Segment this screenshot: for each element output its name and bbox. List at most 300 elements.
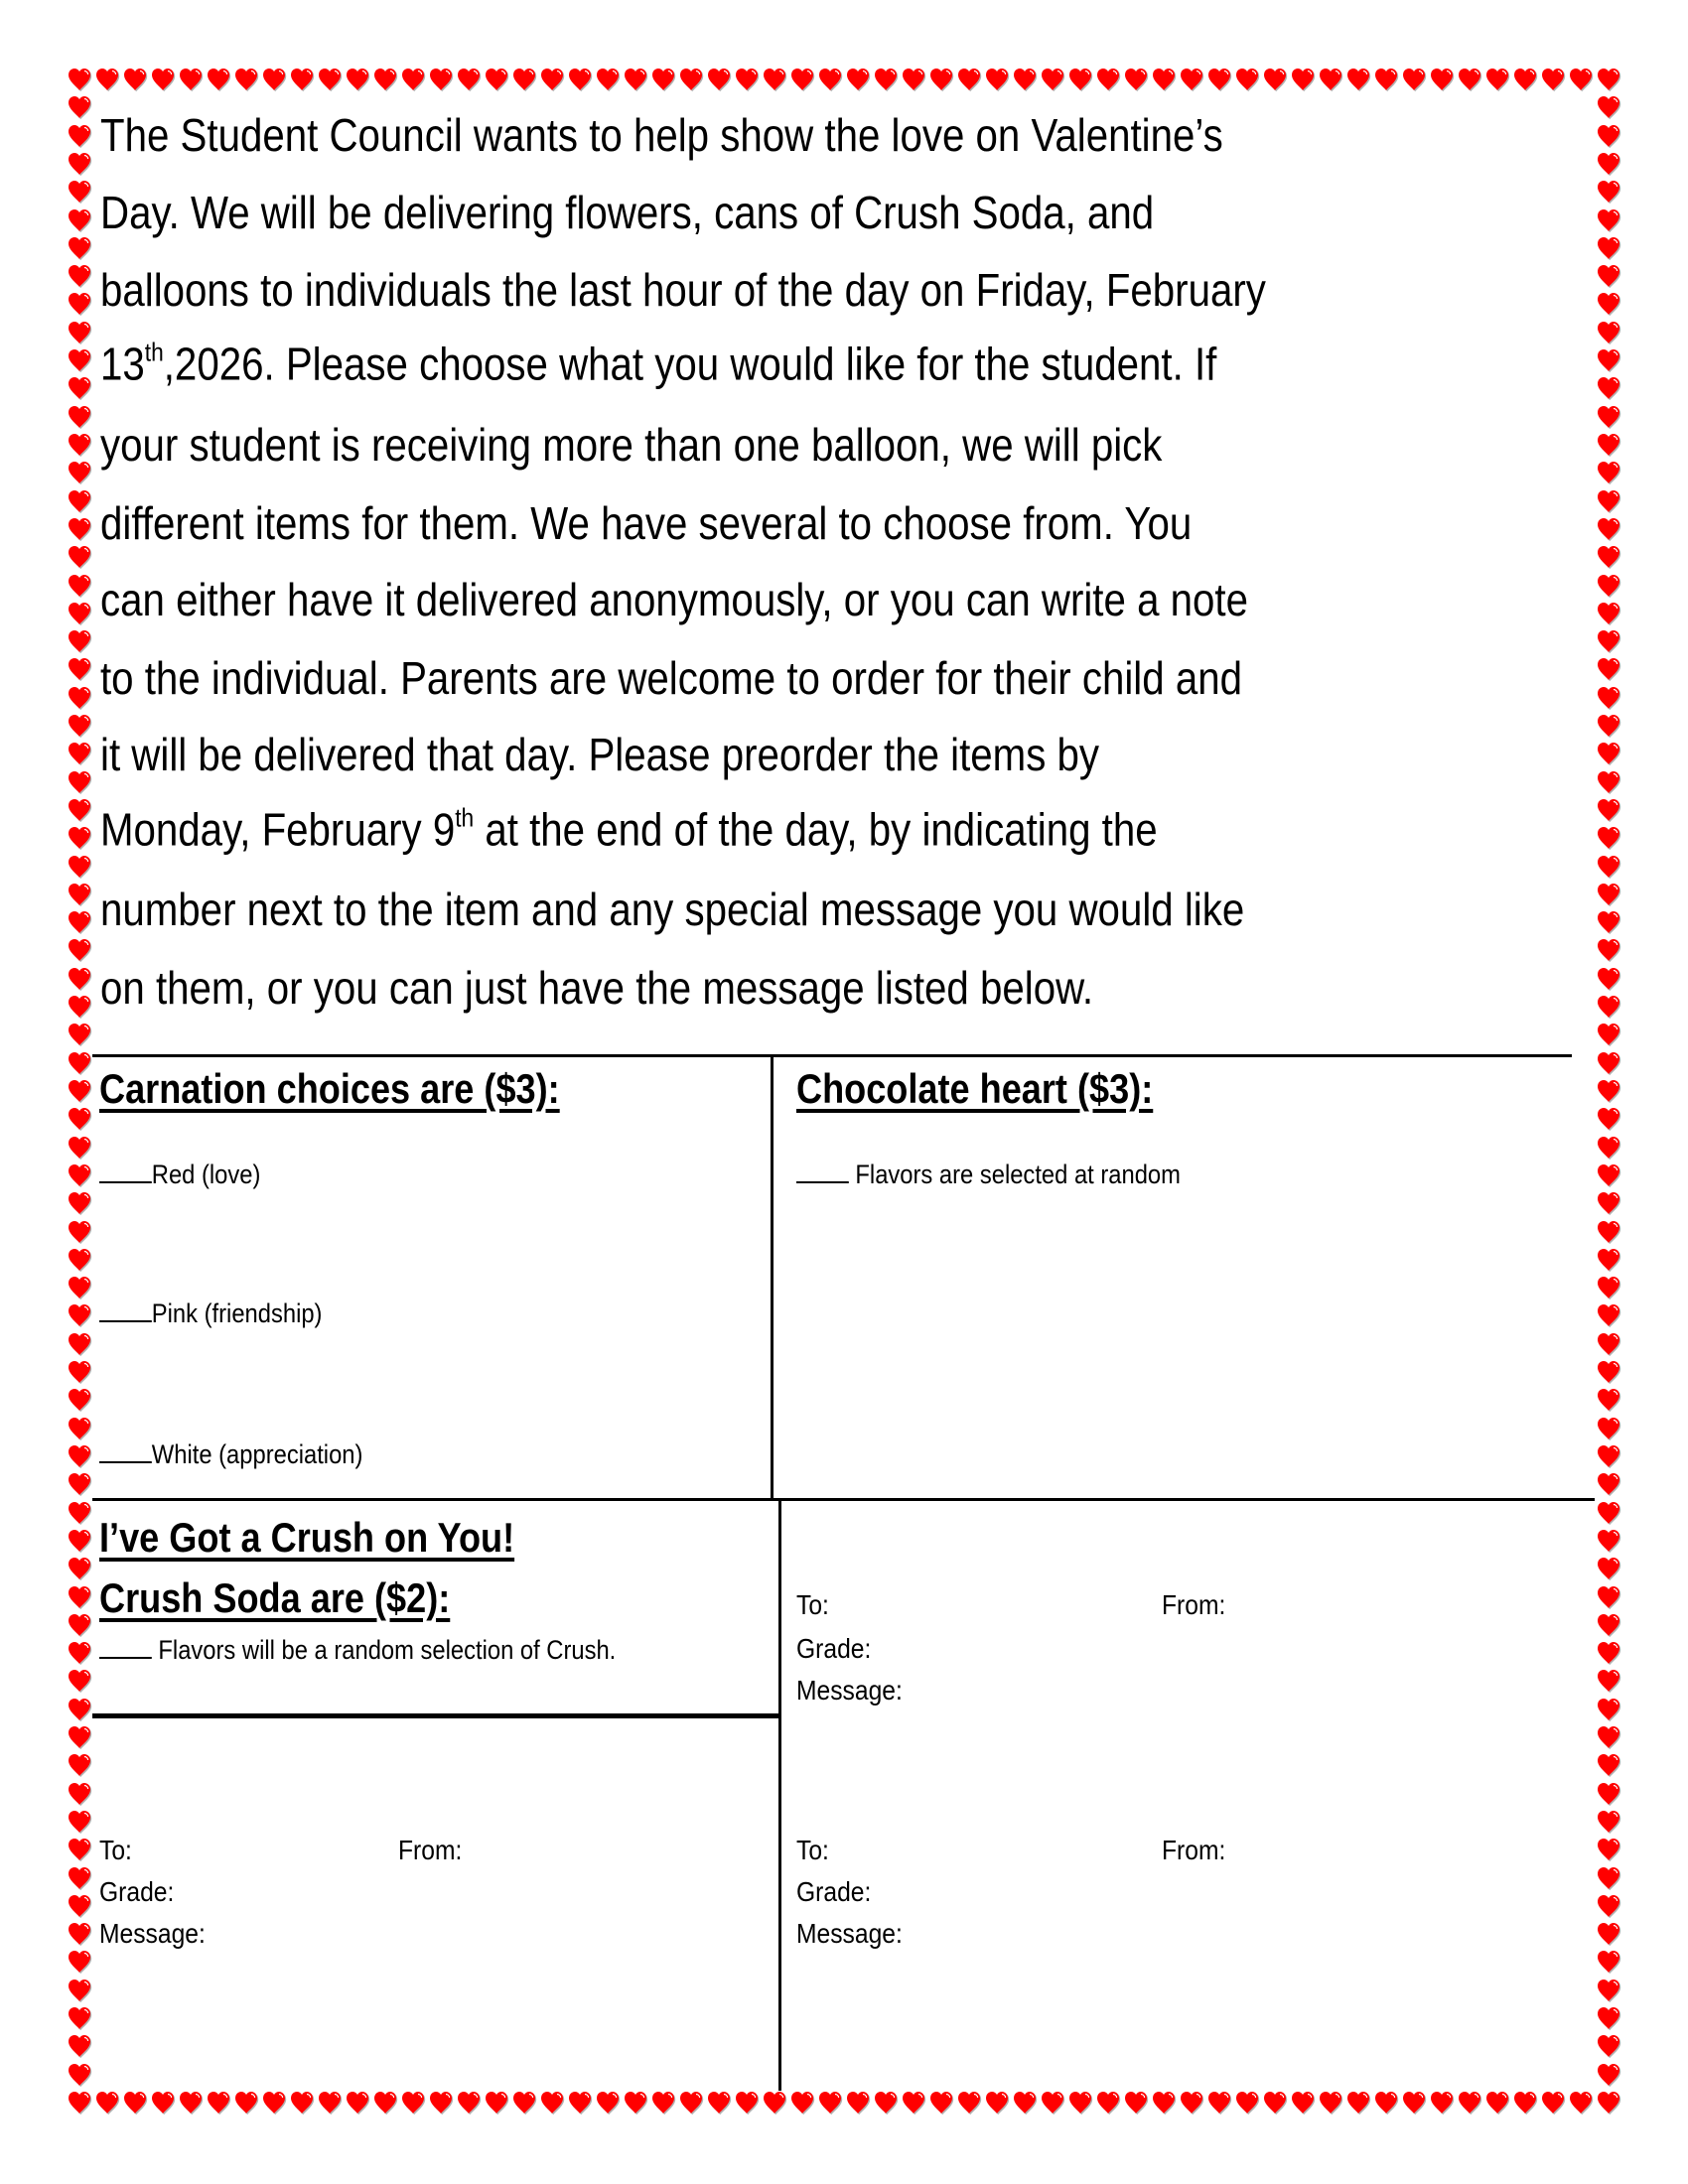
heart-icon (1540, 67, 1566, 92)
heart-icon (1012, 67, 1038, 92)
heart-icon (1123, 2090, 1149, 2116)
heart-icon (1345, 2090, 1371, 2116)
heart-icon (67, 1949, 92, 1975)
heart-icon (1596, 1443, 1621, 1469)
heart-icon (233, 67, 259, 92)
heart-icon (1596, 1978, 1621, 2003)
heart-icon (428, 67, 454, 92)
heart-icon (67, 2090, 92, 2116)
heart-icon (1568, 67, 1594, 92)
heart-icon (1596, 488, 1621, 514)
from-field[interactable]: From: (1162, 1835, 1226, 1865)
heart-icon (734, 2090, 760, 2116)
heart-icon (873, 2090, 899, 2116)
heart-icon (67, 320, 92, 345)
heart-icon (1206, 2090, 1232, 2116)
heart-icon (206, 67, 231, 92)
heart-icon (67, 291, 92, 317)
heart-icon (1318, 67, 1343, 92)
heart-icon (1095, 2090, 1121, 2116)
heart-icon (67, 685, 92, 711)
heart-icon (1596, 207, 1621, 233)
heart-icon (595, 67, 621, 92)
heart-icon (817, 2090, 843, 2116)
heart-icon (67, 516, 92, 542)
heart-icon (1596, 1556, 1621, 1581)
heart-icon (1596, 320, 1621, 345)
heart-icon (67, 1471, 92, 1497)
heart-icon (1596, 1500, 1621, 1526)
heart-icon (650, 2090, 676, 2116)
heart-icon (1596, 432, 1621, 458)
heart-icon (67, 123, 92, 149)
heart-icon (122, 67, 148, 92)
heart-icon (1484, 67, 1510, 92)
heart-icon (456, 67, 482, 92)
divider-vertical-upper (771, 1055, 774, 1500)
heart-icon (67, 1387, 92, 1413)
heart-icon (1596, 741, 1621, 766)
divider-vertical-lower (778, 1499, 781, 2091)
heart-icon (1596, 1359, 1621, 1385)
heart-icon (1596, 1135, 1621, 1160)
intro-line: your student is receiving more than one balloon, we will pick (100, 419, 1163, 471)
heart-icon (67, 1668, 92, 1694)
heart-icon (1179, 2090, 1204, 2116)
heart-icon (1596, 1302, 1621, 1328)
heart-icon (1067, 67, 1093, 92)
divider-crush (92, 1713, 781, 1718)
quantity-blank[interactable] (99, 1160, 152, 1183)
heart-icon (1596, 1724, 1621, 1750)
heart-icon (1596, 1809, 1621, 1835)
grade-field[interactable]: Grade: (796, 1633, 872, 1664)
heart-icon (1596, 1471, 1621, 1497)
heart-icon (67, 1612, 92, 1638)
heart-icon (1596, 123, 1621, 149)
heart-icon (67, 937, 92, 963)
heart-icon (928, 67, 954, 92)
heart-icon (1596, 151, 1621, 177)
heart-icon (1596, 854, 1621, 880)
intro-text: at the end of the day, by indicating the (474, 803, 1158, 856)
heart-icon (1345, 67, 1371, 92)
ordinal-suffix: th (455, 802, 475, 833)
heart-icon (1457, 2090, 1482, 2116)
heart-icon (178, 67, 204, 92)
heart-icon (1596, 544, 1621, 570)
heart-icon (1596, 1247, 1621, 1273)
crush-option[interactable] (99, 1633, 616, 1667)
heart-icon (345, 67, 370, 92)
to-field[interactable]: To: (796, 1835, 829, 1865)
heart-icon (706, 67, 732, 92)
heart-icon (206, 2090, 231, 2116)
heart-icon (67, 1584, 92, 1610)
message-field[interactable]: Message: (796, 1918, 903, 1949)
heart-icon (511, 2090, 537, 2116)
heart-icon (150, 67, 176, 92)
heart-icon (1596, 1668, 1621, 1694)
heart-icon (1596, 825, 1621, 851)
heart-icon (1596, 1528, 1621, 1554)
carnation-option-white[interactable] (99, 1437, 362, 1471)
intro-line: can either have it delivered anonymously, or you can write a note (100, 574, 1248, 625)
chocolate-option[interactable] (796, 1158, 1181, 1191)
heart-icon (67, 994, 92, 1020)
heart-icon (1596, 1078, 1621, 1104)
heart-icon (67, 460, 92, 485)
heart-icon (67, 1809, 92, 1835)
heart-icon (400, 2090, 426, 2116)
heart-icon (1596, 1697, 1621, 1722)
heart-icon (1373, 67, 1399, 92)
heart-icon (67, 1893, 92, 1919)
heart-icon (67, 1190, 92, 1216)
heart-icon (956, 67, 982, 92)
heart-icon (928, 2090, 954, 2116)
heart-icon (233, 2090, 259, 2116)
heart-icon (67, 235, 92, 261)
heart-icon (1484, 2090, 1510, 2116)
heart-icon (67, 432, 92, 458)
heart-icon (1596, 1893, 1621, 1919)
heart-icon (317, 67, 343, 92)
heart-icon (1290, 2090, 1316, 2116)
heart-icon (1123, 67, 1149, 92)
divider-middle (92, 1498, 1595, 1501)
heart-icon (1012, 2090, 1038, 2116)
heart-icon (67, 1724, 92, 1750)
heart-icon (1596, 909, 1621, 935)
intro-line: different items for them. We have several to choose from. You (100, 497, 1193, 549)
heart-icon (1596, 601, 1621, 626)
heart-icon (1596, 263, 1621, 289)
quantity-blank[interactable] (796, 1160, 849, 1183)
heart-icon (67, 404, 92, 430)
heart-icon (67, 882, 92, 907)
heart-icon (1568, 2090, 1594, 2116)
intro-line: Day. We will be delivering flowers, cans of Crush Soda, and (100, 187, 1155, 238)
intro-line (100, 337, 1216, 399)
intro-line: on them, or you can just have the message listed below. (100, 962, 1094, 1014)
carnation-heading: Carnation choices are ($3): (99, 1065, 560, 1112)
intro-line (100, 802, 1158, 865)
heart-icon (1596, 1752, 1621, 1778)
heart-icon (67, 628, 92, 654)
heart-icon (1262, 2090, 1288, 2116)
heart-icon (67, 488, 92, 514)
heart-icon (1512, 67, 1538, 92)
ordinal-suffix: th (144, 337, 164, 367)
grade-field[interactable]: Grade: (796, 1876, 872, 1907)
heart-icon (539, 67, 565, 92)
heart-icon (984, 2090, 1010, 2116)
heart-icon (67, 2062, 92, 2088)
heart-icon (901, 67, 926, 92)
option-label: Flavors will be a random selection of Crush. (158, 1635, 617, 1665)
heart-icon (1429, 67, 1455, 92)
heart-icon (261, 2090, 287, 2116)
heart-icon (67, 769, 92, 795)
heart-icon (1596, 291, 1621, 317)
heart-icon (1596, 460, 1621, 485)
heart-icon (67, 601, 92, 626)
heart-icon (67, 1500, 92, 1526)
heart-icon (67, 909, 92, 935)
heart-icon (1151, 67, 1177, 92)
heart-icon (1596, 628, 1621, 654)
heart-icon (67, 1697, 92, 1722)
heart-icon (1429, 2090, 1455, 2116)
heart-icon (1596, 1387, 1621, 1413)
heart-icon (67, 1219, 92, 1245)
heart-icon (67, 966, 92, 992)
heart-icon (1234, 2090, 1260, 2116)
heart-icon (67, 1247, 92, 1273)
heart-icon (734, 67, 760, 92)
carnation-option-red[interactable] (99, 1158, 260, 1191)
heart-icon (67, 1443, 92, 1469)
heart-icon (67, 1275, 92, 1300)
quantity-blank[interactable] (99, 1635, 152, 1659)
heart-icon (456, 2090, 482, 2116)
intro-line: it will be delivered that day. Please preorder the items by (100, 729, 1100, 780)
intro-text: ,2026. Please choose what you would like for the student. If (163, 338, 1217, 390)
heart-icon (67, 179, 92, 205)
heart-icon (67, 1416, 92, 1441)
heart-icon (67, 825, 92, 851)
heart-icon (511, 67, 537, 92)
heart-icon (1067, 2090, 1093, 2116)
heart-icon (67, 1865, 92, 1891)
heart-icon (595, 2090, 621, 2116)
heart-icon (845, 2090, 871, 2116)
heart-icon (67, 1556, 92, 1581)
heart-icon (67, 854, 92, 880)
heart-icon (1596, 1837, 1621, 1862)
heart-icon (67, 544, 92, 570)
heart-icon (1596, 1022, 1621, 1047)
heart-icon (178, 2090, 204, 2116)
carnation-option-pink[interactable] (99, 1297, 322, 1330)
option-label: Red (love) (151, 1160, 261, 1189)
heart-icon (484, 2090, 509, 2116)
heart-icon (873, 67, 899, 92)
heart-icon (623, 67, 648, 92)
heart-icon (789, 67, 815, 92)
heart-icon (289, 67, 315, 92)
heart-icon (1596, 1219, 1621, 1245)
heart-icon (1596, 94, 1621, 120)
heart-icon (67, 1837, 92, 1862)
heart-icon (1262, 67, 1288, 92)
heart-icon (1596, 769, 1621, 795)
heart-icon (1596, 2005, 1621, 2031)
heart-icon (1596, 966, 1621, 992)
heart-icon (1290, 67, 1316, 92)
heart-icon (67, 151, 92, 177)
option-label: Flavors are selected at random (855, 1160, 1181, 1189)
heart-icon (1540, 2090, 1566, 2116)
option-label: White (appreciation) (151, 1439, 363, 1469)
heart-icon (261, 67, 287, 92)
heart-icon (1401, 67, 1427, 92)
heart-icon (1596, 1640, 1621, 1666)
heart-icon (1596, 1162, 1621, 1188)
from-field[interactable]: From: (1162, 1589, 1226, 1620)
heart-icon (1596, 713, 1621, 739)
heart-icon (67, 263, 92, 289)
message-field[interactable]: Message: (99, 1918, 206, 1949)
heart-icon (762, 67, 787, 92)
divider-top (92, 1054, 1572, 1057)
heart-icon (1512, 2090, 1538, 2116)
heart-icon (67, 347, 92, 373)
quantity-blank[interactable] (99, 1439, 152, 1463)
heart-icon (762, 2090, 787, 2116)
heart-icon (1596, 1190, 1621, 1216)
heart-icon (1040, 2090, 1065, 2116)
intro-line: balloons to individuals the last hour of the day on Friday, February (100, 264, 1266, 316)
heart-icon (94, 2090, 120, 2116)
heart-icon (1596, 67, 1621, 92)
from-field[interactable]: From: (398, 1835, 463, 1865)
heart-icon (539, 2090, 565, 2116)
heart-icon (1596, 375, 1621, 401)
heart-icon (67, 1162, 92, 1188)
intro-line: number next to the item and any special message you would like (100, 884, 1245, 935)
heart-icon (1596, 937, 1621, 963)
heart-icon (1596, 1612, 1621, 1638)
heart-icon (67, 1022, 92, 1047)
heart-icon (484, 67, 509, 92)
heart-icon (67, 1640, 92, 1666)
heart-icon (1596, 1416, 1621, 1441)
heart-icon (1596, 573, 1621, 599)
heart-icon (67, 1752, 92, 1778)
heart-icon (1596, 179, 1621, 205)
heart-icon (678, 67, 704, 92)
heart-icon (67, 1921, 92, 1947)
crush-heading: I’ve Got a Crush on You! (99, 1514, 515, 1561)
heart-icon (1596, 235, 1621, 261)
heart-icon (317, 2090, 343, 2116)
heart-icon (1596, 994, 1621, 1020)
heart-icon (1596, 1584, 1621, 1610)
heart-icon (1040, 67, 1065, 92)
heart-icon (1596, 1949, 1621, 1975)
heart-icon (67, 67, 92, 92)
heart-icon (67, 1331, 92, 1357)
heart-icon (67, 1359, 92, 1385)
heart-icon (1596, 2062, 1621, 2088)
heart-icon (1318, 2090, 1343, 2116)
heart-icon (67, 1050, 92, 1076)
heart-icon (1373, 2090, 1399, 2116)
heart-icon (567, 67, 593, 92)
chocolate-heading: Chocolate heart ($3): (796, 1065, 1154, 1112)
message-field[interactable]: Message: (796, 1675, 903, 1706)
to-field[interactable]: To: (796, 1589, 829, 1620)
heart-icon (67, 1135, 92, 1160)
heart-icon (845, 67, 871, 92)
heart-icon (1179, 67, 1204, 92)
to-field[interactable]: To: (99, 1835, 132, 1865)
heart-icon (1596, 404, 1621, 430)
intro-text: Monday, February 9 (100, 803, 456, 856)
heart-icon (67, 1528, 92, 1554)
heart-icon (67, 94, 92, 120)
intro-line: to the individual. Parents are welcome to order for their child and (100, 652, 1242, 704)
heart-icon (1596, 1781, 1621, 1807)
heart-icon (122, 2090, 148, 2116)
heart-icon (67, 713, 92, 739)
heart-icon (1596, 1275, 1621, 1300)
heart-icon (706, 2090, 732, 2116)
heart-icon (400, 67, 426, 92)
heart-icon (1401, 2090, 1427, 2116)
heart-icon (678, 2090, 704, 2116)
heart-icon (372, 2090, 398, 2116)
heart-icon (1596, 2090, 1621, 2116)
heart-icon (1151, 2090, 1177, 2116)
heart-icon (67, 573, 92, 599)
heart-icon (428, 2090, 454, 2116)
heart-icon (67, 656, 92, 682)
heart-icon (956, 2090, 982, 2116)
heart-icon (94, 67, 120, 92)
heart-icon (67, 1302, 92, 1328)
heart-icon (567, 2090, 593, 2116)
heart-icon (150, 2090, 176, 2116)
heart-icon (1234, 67, 1260, 92)
intro-text: 13 (100, 338, 145, 390)
heart-icon (67, 1106, 92, 1132)
heart-icon (372, 67, 398, 92)
heart-icon (817, 67, 843, 92)
option-label: Pink (friendship) (151, 1298, 323, 1328)
heart-icon (984, 67, 1010, 92)
heart-icon (67, 375, 92, 401)
heart-icon (1596, 1331, 1621, 1357)
heart-icon (623, 2090, 648, 2116)
heart-icon (67, 2033, 92, 2059)
heart-icon (1596, 1921, 1621, 1947)
heart-icon (1206, 67, 1232, 92)
crush-price-heading: Crush Soda are ($2): (99, 1574, 451, 1621)
heart-icon (1596, 656, 1621, 682)
heart-icon (289, 2090, 315, 2116)
heart-icon (650, 67, 676, 92)
intro-line: The Student Council wants to help show the love on Valentine’s (100, 109, 1223, 161)
heart-icon (67, 2005, 92, 2031)
heart-icon (1596, 685, 1621, 711)
heart-icon (1457, 67, 1482, 92)
heart-icon (901, 2090, 926, 2116)
heart-icon (1095, 67, 1121, 92)
heart-icon (1596, 1865, 1621, 1891)
heart-icon (1596, 882, 1621, 907)
heart-icon (67, 797, 92, 823)
heart-icon (67, 1078, 92, 1104)
quantity-blank[interactable] (99, 1298, 152, 1322)
grade-field[interactable]: Grade: (99, 1876, 175, 1907)
heart-icon (67, 1978, 92, 2003)
heart-icon (1596, 347, 1621, 373)
heart-icon (67, 1781, 92, 1807)
heart-icon (1596, 797, 1621, 823)
